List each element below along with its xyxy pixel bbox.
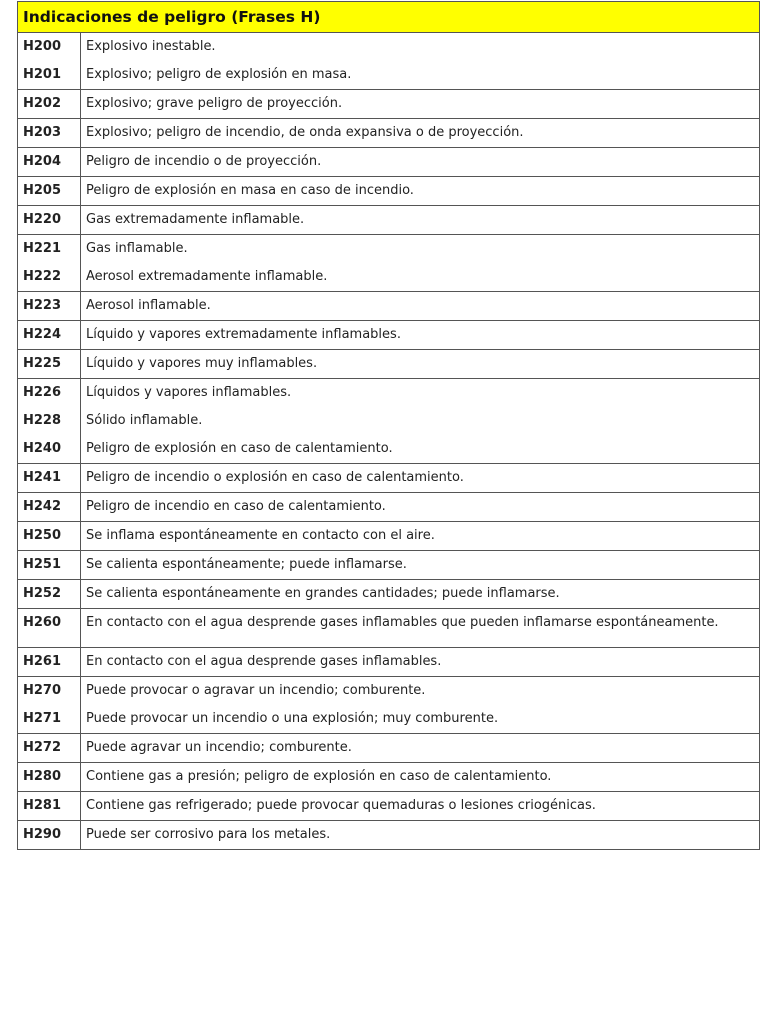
hazard-description: Puede ser corrosivo para los metales.	[86, 827, 331, 842]
code-cell	[18, 90, 81, 119]
description-cell	[81, 763, 760, 792]
code-cell	[18, 350, 81, 379]
hazard-description: Explosivo; peligro de incendio, de onda expansiva o de proyección.	[86, 125, 524, 140]
hazard-description: Peligro de explosión en masa en caso de incendio.	[86, 183, 414, 198]
description-cell	[81, 464, 760, 493]
description-cell	[81, 148, 760, 177]
hazard-description: Líquido y vapores extremadamente inflamables.	[86, 327, 401, 342]
table-row	[18, 734, 760, 763]
hazard-code: H240	[23, 441, 62, 456]
hazard-code: H260	[23, 615, 62, 630]
description-cell	[81, 379, 760, 464]
code-cell	[18, 148, 81, 177]
code-cell	[18, 609, 81, 648]
code-cell	[18, 677, 81, 734]
hazard-description: Gas inflamable.	[86, 241, 188, 256]
hazard-code: H251	[23, 557, 62, 572]
hazard-description: Contiene gas refrigerado; puede provocar quemaduras o lesiones criogénicas.	[86, 798, 596, 813]
hazard-code: H261	[23, 654, 62, 669]
description-cell	[81, 551, 760, 580]
table-row	[18, 350, 760, 379]
table-row	[18, 235, 760, 292]
hazard-code: H270	[23, 683, 62, 698]
table-title: Indicaciones de peligro (Frases H)	[18, 2, 760, 33]
hazard-description: Gas extremadamente inflamable.	[86, 212, 305, 227]
code-cell	[18, 119, 81, 148]
hazard-code: H242	[23, 499, 62, 514]
hazard-code: H203	[23, 125, 62, 140]
hazard-code: H202	[23, 96, 62, 111]
hazard-description: Contiene gas a presión; peligro de explosión en caso de calentamiento.	[86, 769, 552, 784]
table-body	[18, 33, 760, 850]
hazard-description: Peligro de incendio o explosión en caso de calentamiento.	[86, 470, 464, 485]
table-row	[18, 90, 760, 119]
hazard-description: Puede provocar o agravar un incendio; comburente.	[86, 683, 426, 698]
code-cell	[18, 206, 81, 235]
table-row	[18, 821, 760, 850]
table-row	[18, 292, 760, 321]
hazard-code: H250	[23, 528, 62, 543]
description-cell	[81, 292, 760, 321]
hazard-code: H241	[23, 470, 62, 485]
code-cell	[18, 235, 81, 292]
hazard-code: H201	[23, 67, 62, 82]
table-row	[18, 177, 760, 206]
description-cell	[81, 206, 760, 235]
description-cell	[81, 493, 760, 522]
description-cell	[81, 677, 760, 734]
hazard-code: H226	[23, 385, 62, 400]
description-cell	[81, 119, 760, 148]
hazard-code: H281	[23, 798, 62, 813]
code-cell	[18, 648, 81, 677]
table-row	[18, 792, 760, 821]
description-cell	[81, 177, 760, 206]
code-cell	[18, 792, 81, 821]
hazard-code: H222	[23, 269, 62, 284]
code-cell	[18, 493, 81, 522]
hazard-code: H280	[23, 769, 62, 784]
code-cell	[18, 522, 81, 551]
hazard-code: H228	[23, 413, 62, 428]
description-cell	[81, 350, 760, 379]
hazard-description: Aerosol inflamable.	[86, 298, 211, 313]
code-cell	[18, 292, 81, 321]
code-cell	[18, 821, 81, 850]
table-row	[18, 119, 760, 148]
table-row	[18, 551, 760, 580]
description-cell	[81, 90, 760, 119]
hazard-code: H220	[23, 212, 62, 227]
description-cell	[81, 33, 760, 90]
code-cell	[18, 551, 81, 580]
description-cell	[81, 792, 760, 821]
hazard-description: Peligro de incendio o de proyección.	[86, 154, 322, 169]
hazard-code: H272	[23, 740, 62, 755]
hazard-description: Se calienta espontáneamente en grandes cantidades; puede inflamarse.	[86, 586, 560, 601]
hazard-statements-table	[17, 1, 760, 850]
hazard-code: H205	[23, 183, 62, 198]
hazard-description: Puede provocar un incendio o una explosión; muy comburente.	[86, 711, 499, 726]
code-cell	[18, 33, 81, 90]
hazard-description: Explosivo inestable.	[86, 39, 216, 54]
table-row	[18, 33, 760, 90]
hazard-code: H225	[23, 356, 62, 371]
hazard-description: Sólido inflamable.	[86, 413, 203, 428]
table-row	[18, 148, 760, 177]
table-row	[18, 464, 760, 493]
hazard-description: Se calienta espontáneamente; puede inflamarse.	[86, 557, 407, 572]
hazard-description: En contacto con el agua desprende gases inflamables que pueden inflamarse espontáneamente.	[86, 615, 719, 630]
hazard-code: H290	[23, 827, 62, 842]
hazard-description: Aerosol extremadamente inflamable.	[86, 269, 328, 284]
hazard-code: H224	[23, 327, 62, 342]
description-cell	[81, 235, 760, 292]
code-cell	[18, 580, 81, 609]
table-row	[18, 648, 760, 677]
hazard-code: H221	[23, 241, 62, 256]
table-row	[18, 522, 760, 551]
hazard-description: Se inflama espontáneamente en contacto con el aire.	[86, 528, 435, 543]
table-row	[18, 609, 760, 648]
hazard-code: H200	[23, 39, 62, 54]
hazard-description: Líquido y vapores muy inflamables.	[86, 356, 318, 371]
table-title-row	[18, 2, 760, 33]
description-cell	[81, 580, 760, 609]
code-cell	[18, 177, 81, 206]
hazard-description: En contacto con el agua desprende gases inflamables.	[86, 654, 442, 669]
description-cell	[81, 321, 760, 350]
table-row	[18, 580, 760, 609]
table-row	[18, 493, 760, 522]
hazard-description: Puede agravar un incendio; comburente.	[86, 740, 352, 755]
hazard-description: Peligro de explosión en caso de calentamiento.	[86, 441, 393, 456]
table-row	[18, 763, 760, 792]
hazard-description: Explosivo; peligro de explosión en masa.	[86, 67, 352, 82]
hazard-description: Peligro de incendio en caso de calentamiento.	[86, 499, 386, 514]
table-row	[18, 677, 760, 734]
table-row	[18, 206, 760, 235]
hazard-description: Explosivo; grave peligro de proyección.	[86, 96, 343, 111]
table-row	[18, 379, 760, 464]
code-cell	[18, 379, 81, 464]
hazard-code: H204	[23, 154, 62, 169]
hazard-description: Líquidos y vapores inflamables.	[86, 385, 292, 400]
code-cell	[18, 464, 81, 493]
code-cell	[18, 734, 81, 763]
hazard-code: H252	[23, 586, 62, 601]
table-row	[18, 321, 760, 350]
description-cell	[81, 609, 760, 648]
description-cell	[81, 522, 760, 551]
description-cell	[81, 648, 760, 677]
code-cell	[18, 321, 81, 350]
hazard-code: H271	[23, 711, 62, 726]
description-cell	[81, 821, 760, 850]
hazard-code: H223	[23, 298, 62, 313]
description-cell	[81, 734, 760, 763]
code-cell	[18, 763, 81, 792]
